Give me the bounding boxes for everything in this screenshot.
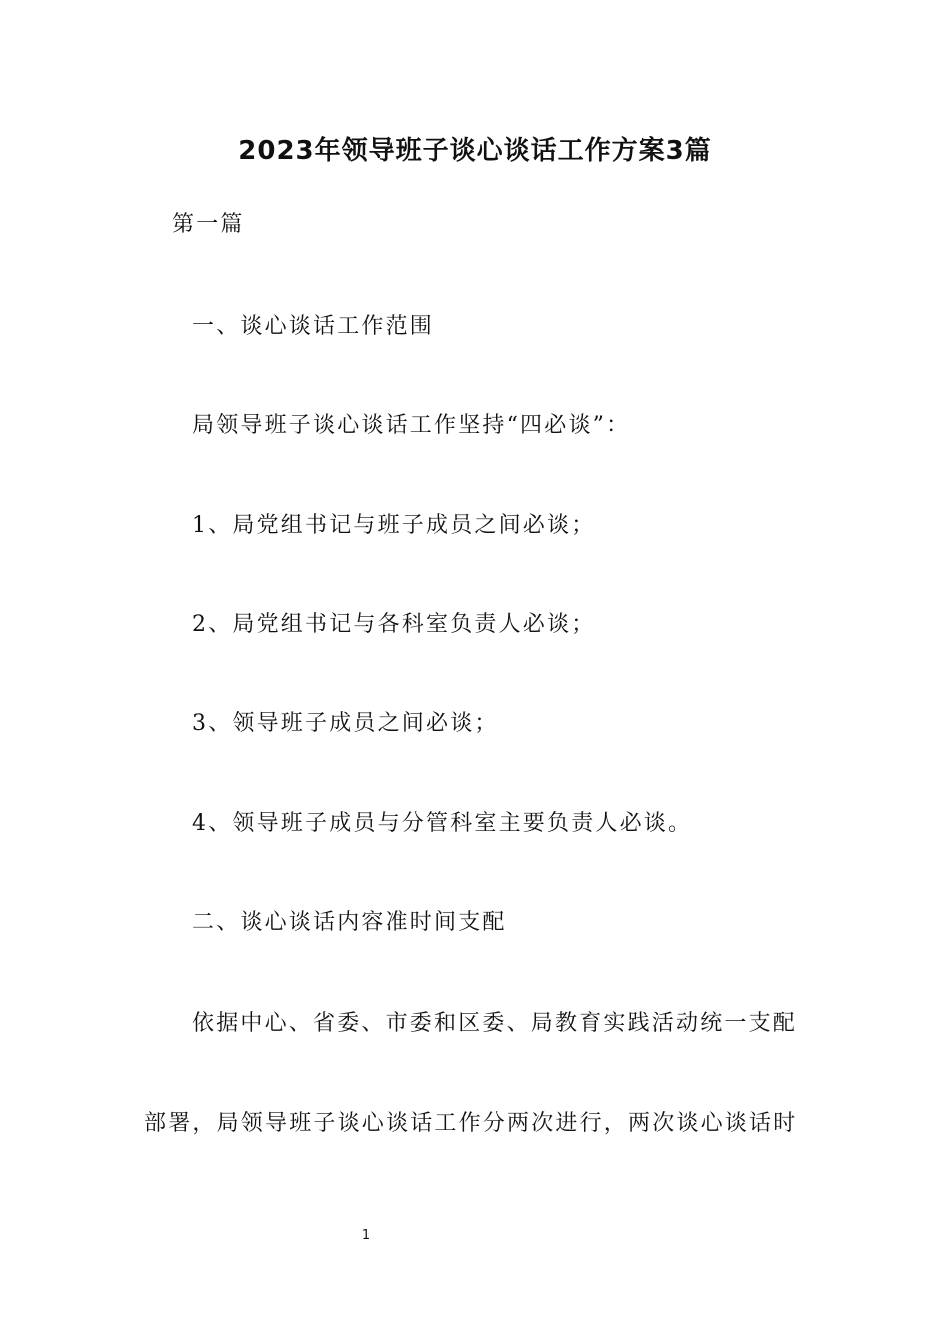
document-title: 2023年领导班子谈心谈话工作方案3篇 (238, 136, 712, 166)
list-item: 1、局党组书记与班子成员之间必谈； (192, 513, 596, 538)
part-label: 第一篇 (172, 212, 245, 237)
list-item: 2、局党组书记与各科室负责人必谈； (192, 612, 596, 637)
body-paragraph-line: 部署，局领导班子谈心谈话工作分两次进行，两次谈心谈话时 (144, 1111, 798, 1136)
list-item: 4、领导班子成员与分管科室主要负责人必谈。 (192, 811, 693, 836)
list-item: 3、领导班子成员之间必谈； (192, 711, 499, 736)
section-heading-scope: 一、谈心谈话工作范围 (192, 314, 435, 339)
section-heading-content: 二、谈心谈话内容准时间支配 (192, 910, 507, 935)
body-paragraph-line: 依据中心、省委、市委和区委、局教育实践活动统一支配 (192, 1011, 798, 1036)
intro-paragraph: 局领导班子谈心谈话工作坚持“四必谈”： (192, 413, 631, 438)
page-number: 1 (361, 1228, 371, 1243)
